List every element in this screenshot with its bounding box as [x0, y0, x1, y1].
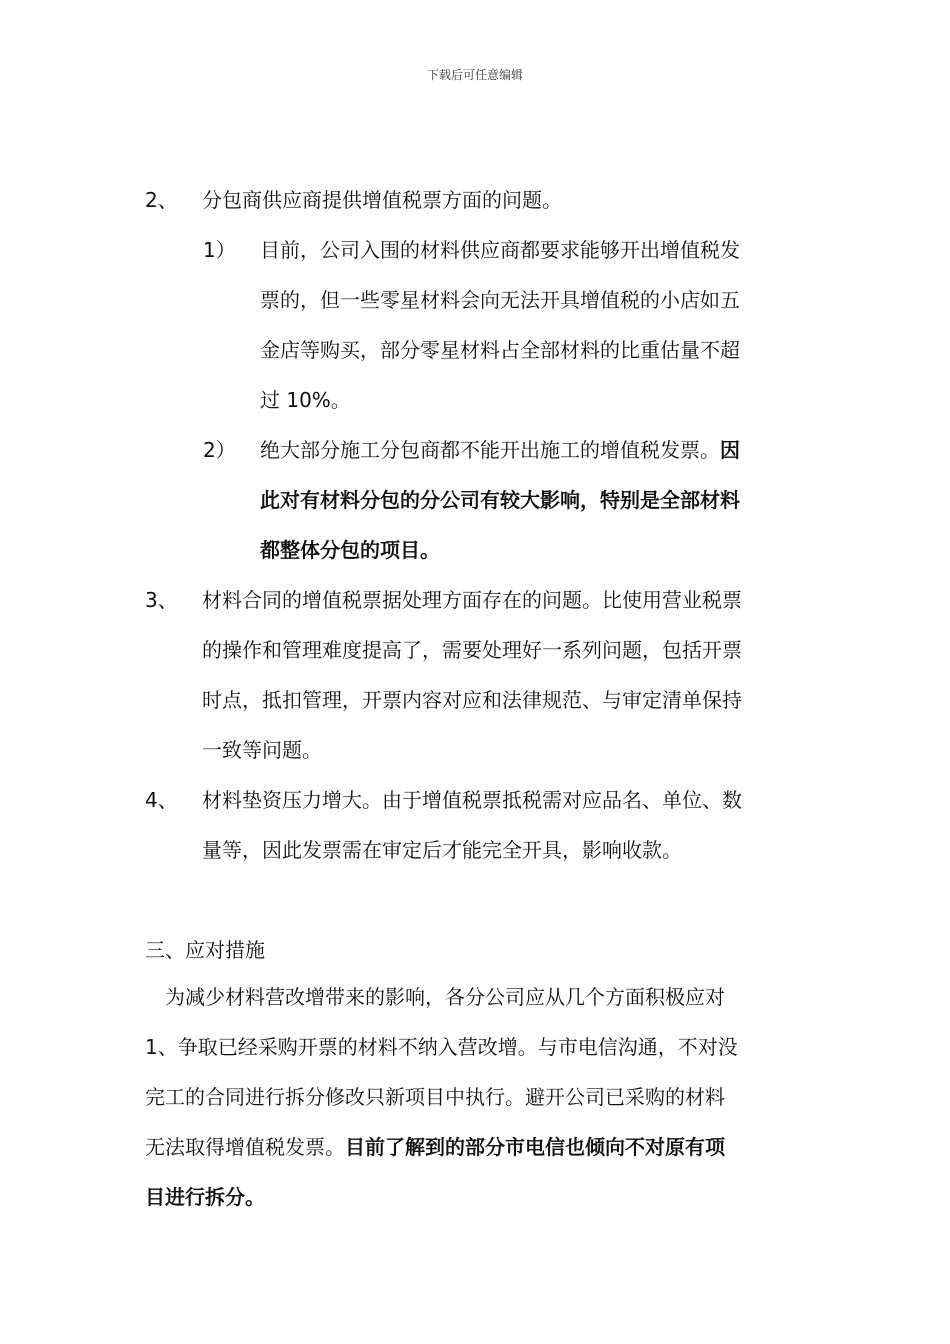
- paragraph-line: 1、争取已经采购开票的材料不纳入营改增。与市电信沟通，不对没: [145, 1035, 738, 1059]
- bold-text-line: 目进行拆分。: [145, 1185, 265, 1209]
- section-intro: [165, 972, 725, 1022]
- item-text-line: 的操作和管理难度提高了，需要处理好一系列问题，包括开票: [202, 638, 742, 662]
- section-heading: [145, 925, 265, 975]
- item-number: 2、: [145, 188, 178, 212]
- bold-text-line: 都整体分包的项目。: [260, 538, 440, 562]
- bold-text-line: 此对有材料分包的分公司有较大影响，特别是全部材料: [260, 488, 740, 512]
- item-number: 4、: [145, 788, 178, 812]
- sub-item-number: 1）: [203, 238, 236, 262]
- normal-text: 无法取得增值税发票。: [145, 1135, 345, 1159]
- section-heading-text: 三、应对措施: [145, 938, 265, 962]
- paragraph-line: [145, 1122, 738, 1172]
- sub-item-text-line: 票的，但一些零星材料会向无法开具增值税的小店如五: [260, 288, 740, 312]
- item-text-line: 一致等问题。: [202, 738, 322, 762]
- sub-item-number: 2）: [203, 438, 236, 462]
- item-text-line: 材料合同的增值税票据处理方面存在的问题。比使用营业税票: [202, 588, 742, 612]
- section-intro-text: 为减少材料营改增带来的影响，各分公司应从几个方面积极应对: [165, 985, 725, 1009]
- list-item-2: [0, 175, 950, 225]
- sub-item-text-line: [260, 425, 740, 475]
- sub-item-text-line: 目前，公司入围的材料供应商都要求能够开出增值税发: [260, 238, 740, 262]
- sub-item-text-line: 金店等购买，部分零星材料占全部材料的比重估量不超: [260, 338, 740, 362]
- item-text-line: 材料垫资压力增大。由于增值税票抵税需对应品名、单位、数: [202, 788, 742, 812]
- item-text-line: 量等，因此发票需在审定后才能完全开具，影响收款。: [202, 838, 682, 862]
- item-text-line: 分包商供应商提供增值税票方面的问题。: [202, 188, 562, 212]
- item-number: 3、: [145, 588, 178, 612]
- measure-paragraph-1: [145, 1022, 738, 1222]
- sub-item-text-line: 过 10%。: [260, 388, 351, 412]
- bold-text: 目前了解到的部分市电信也倾向不对原有项: [345, 1135, 725, 1159]
- bold-text: 因: [720, 438, 740, 462]
- paragraph-line: 完工的合同进行拆分修改只新项目中执行。避开公司已采购的材料: [145, 1085, 725, 1109]
- item-text-line: 时点，抵扣管理，开票内容对应和法律规范、与审定清单保持: [202, 688, 742, 712]
- page-header-note: 下载后可任意编辑: [426, 68, 523, 82]
- normal-text: 绝大部分施工分包商都不能开出施工的增值税发票。: [260, 438, 720, 462]
